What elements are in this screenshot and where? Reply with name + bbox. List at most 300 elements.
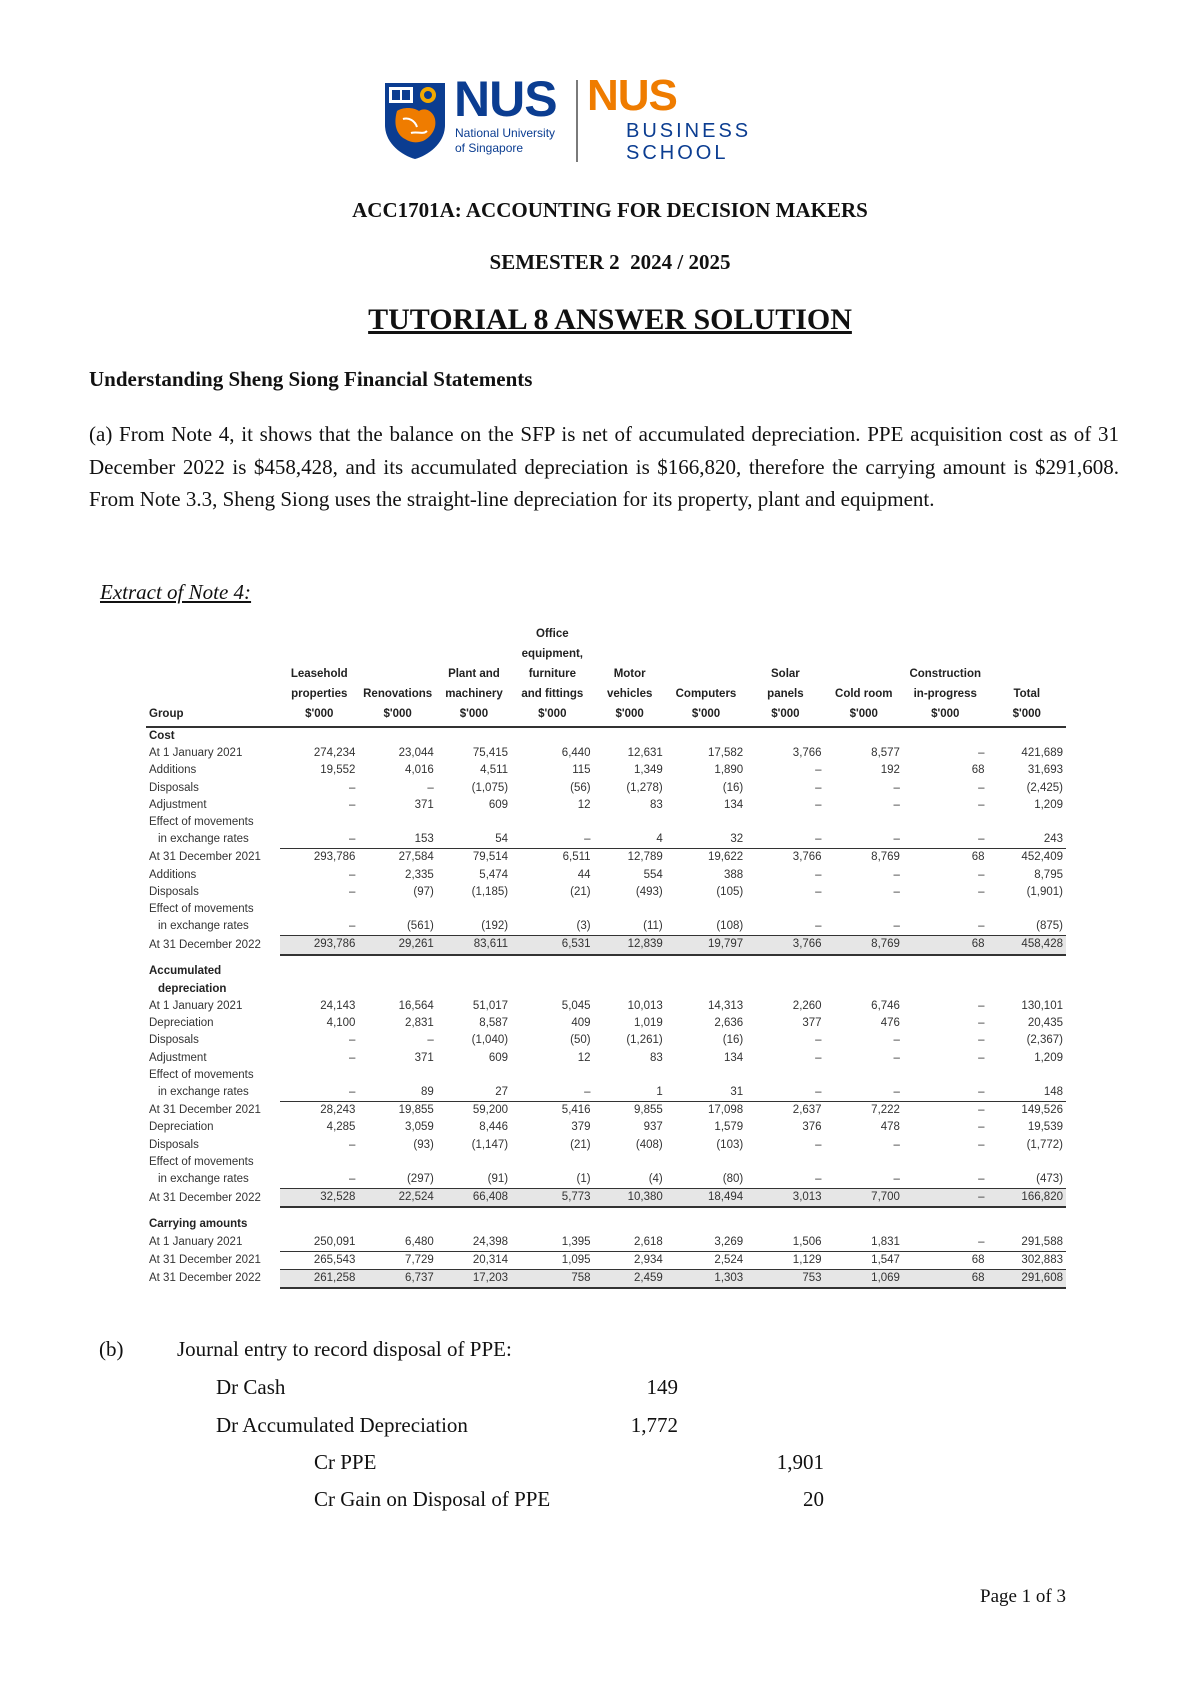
- table-row: [146, 918, 1066, 936]
- table-cell: [666, 1207, 746, 1233]
- table-cell: [825, 1154, 903, 1171]
- table-cell: (1,261): [626, 1034, 663, 1047]
- row-label: Effect of movements: [149, 1068, 254, 1081]
- table-cell: –: [815, 868, 822, 881]
- table-cell: –: [893, 1138, 900, 1151]
- table-cell: –: [280, 1171, 358, 1189]
- table-cell: 1,209: [1034, 1051, 1063, 1064]
- table-cell: 23,044: [398, 747, 434, 760]
- table-cell: [437, 1207, 511, 1233]
- table-cell: [358, 901, 436, 918]
- row-label: At 31 December 2022: [149, 1191, 261, 1204]
- table-cell: 12,789: [627, 851, 663, 864]
- table-cell: (16): [722, 781, 744, 794]
- table-cell: –: [903, 831, 988, 849]
- table-cell: [358, 955, 436, 981]
- table-cell: 7,700: [825, 1189, 903, 1208]
- table-cell: [746, 955, 824, 981]
- table-cell: –: [893, 798, 900, 811]
- table-cell: –: [978, 747, 985, 760]
- table-cell: 8,769: [871, 851, 900, 864]
- table-cell: 12,839: [594, 936, 666, 955]
- table-cell: 18,494: [666, 1189, 746, 1208]
- table-cell: 476: [880, 1017, 900, 1030]
- table-cell: 68: [903, 936, 988, 955]
- table-cell: 293,786: [313, 851, 356, 864]
- table-row: [146, 1102, 1066, 1120]
- table-cell: [988, 727, 1066, 745]
- table-cell: 371: [414, 798, 434, 811]
- journal-account: Dr Cash: [216, 1375, 286, 1399]
- column-header-line: panels: [767, 688, 804, 700]
- journal-credit: 1,901: [776, 1450, 824, 1474]
- table-cell: [280, 901, 358, 918]
- table-row: [146, 884, 1066, 901]
- table-cell: –: [349, 798, 356, 811]
- table-cell: 79,514: [472, 851, 509, 864]
- table-cell: [825, 1067, 903, 1084]
- table-cell: [437, 955, 511, 981]
- table-cell: [988, 981, 1066, 998]
- table-cell: 68: [971, 764, 985, 777]
- part-b-label: (b): [99, 1337, 124, 1361]
- row-label: Cost: [149, 730, 175, 742]
- table-cell: [594, 901, 666, 918]
- table-cell: 10,380: [594, 1189, 666, 1208]
- row-label: At 31 December 2021: [149, 851, 261, 864]
- table-cell: (2,425): [1026, 781, 1063, 794]
- table-cell: 1,349: [633, 764, 663, 777]
- table-cell: –: [815, 1034, 822, 1047]
- table-cell: [594, 814, 666, 831]
- table-cell: 8,769: [825, 936, 903, 955]
- table-cell: [280, 727, 358, 745]
- table-cell: –: [825, 918, 903, 936]
- table-cell: –: [978, 1000, 985, 1013]
- table-cell: 6,737: [358, 1270, 436, 1289]
- table-cell: 1,579: [714, 1121, 744, 1134]
- column-header: [358, 624, 436, 727]
- table-cell: 66,408: [437, 1189, 511, 1208]
- column-header-line: Total: [1013, 688, 1041, 700]
- table-cell: 8,446: [479, 1121, 509, 1134]
- table-cell: 1,547: [825, 1251, 903, 1269]
- column-header-line: vehicles: [606, 688, 653, 700]
- table-cell: [280, 814, 358, 831]
- table-cell: 166,820: [988, 1189, 1066, 1208]
- row-label: Adjustment: [149, 1051, 207, 1064]
- row-label: Additions: [149, 868, 197, 881]
- row-label: Disposals: [149, 1034, 199, 1047]
- table-cell: –: [511, 831, 594, 849]
- table-cell: 261,258: [280, 1270, 358, 1289]
- table-cell: 27,584: [398, 851, 434, 864]
- table-row: [146, 1067, 1066, 1084]
- journal-account: Cr Gain on Disposal of PPE: [314, 1487, 551, 1511]
- table-cell: 134: [724, 798, 744, 811]
- table-cell: 293,786: [280, 936, 358, 955]
- table-cell: –: [815, 798, 822, 811]
- column-header-line: Cold room: [835, 688, 893, 700]
- table-cell: 20,314: [437, 1251, 511, 1269]
- table-cell: [903, 1067, 988, 1084]
- table-cell: 22,524: [358, 1189, 436, 1208]
- table-cell: 6,531: [511, 936, 594, 955]
- column-header-line: $'000: [771, 708, 800, 720]
- table-cell: [666, 1154, 746, 1171]
- table-cell: [825, 727, 903, 745]
- table-cell: 9,855: [633, 1104, 663, 1117]
- table-cell: –: [903, 1234, 988, 1252]
- table-cell: 3,059: [405, 1121, 434, 1134]
- table-cell: (16): [722, 1034, 744, 1047]
- table-cell: 12: [577, 1051, 591, 1064]
- table-row: [146, 1154, 1066, 1171]
- table-cell: 609: [488, 1051, 509, 1064]
- row-label: Adjustment: [149, 798, 207, 811]
- table-cell: [988, 1067, 1066, 1084]
- table-cell: (493): [635, 885, 663, 898]
- column-header-line: Solar: [771, 668, 800, 680]
- table-cell: –: [978, 1017, 985, 1030]
- table-cell: 153: [358, 831, 436, 849]
- table-cell: 130,101: [1021, 1000, 1063, 1013]
- table-cell: 7,222: [871, 1104, 900, 1117]
- table-row: [146, 1084, 1066, 1102]
- table-cell: 10,013: [627, 1000, 663, 1013]
- table-cell: –: [903, 1084, 988, 1102]
- table-cell: 7,729: [358, 1251, 436, 1269]
- table-cell: 753: [746, 1270, 824, 1289]
- table-cell: 478: [880, 1121, 900, 1134]
- table-cell: –: [893, 781, 900, 794]
- table-cell: –: [427, 1034, 434, 1047]
- table-row: [146, 1207, 1066, 1233]
- table-row: [146, 762, 1066, 779]
- row-label: Accumulated: [149, 965, 222, 978]
- nus-crest-icon: [383, 81, 447, 161]
- table-row: [146, 867, 1066, 884]
- column-header-line: Construction: [909, 668, 982, 680]
- table-cell: [666, 955, 746, 981]
- table-cell: [988, 955, 1066, 981]
- table-cell: [437, 727, 511, 745]
- table-cell: [666, 814, 746, 831]
- table-row: [146, 955, 1066, 981]
- section-heading: Understanding Sheng Siong Financial Statements: [89, 367, 533, 391]
- table-row: [146, 901, 1066, 918]
- table-cell: [511, 727, 594, 745]
- table-cell: 19,622: [708, 851, 744, 864]
- table-cell: 20,435: [1027, 1017, 1063, 1030]
- column-header: [988, 624, 1066, 727]
- column-header-line: $'000: [305, 708, 334, 720]
- table-cell: (56): [570, 781, 591, 794]
- table-cell: –: [349, 1051, 356, 1064]
- table-cell: (1,185): [471, 885, 509, 898]
- table-row: [146, 1251, 1066, 1269]
- column-header-line: equipment,: [521, 648, 583, 660]
- table-cell: –: [815, 764, 822, 777]
- column-header-line: Office: [536, 628, 569, 640]
- table-cell: –: [893, 868, 900, 881]
- extract-label: Extract of Note 4:: [100, 580, 252, 604]
- table-cell: (91): [437, 1171, 511, 1189]
- table-cell: [988, 901, 1066, 918]
- row-label: Effect of movements: [149, 1155, 254, 1168]
- table-cell: 1,069: [825, 1270, 903, 1289]
- table-cell: 27: [437, 1084, 511, 1102]
- table-cell: 388: [724, 868, 744, 881]
- table-cell: [825, 901, 903, 918]
- table-cell: 2,459: [594, 1270, 666, 1289]
- table-cell: 28,243: [320, 1104, 356, 1117]
- table-cell: (192): [437, 918, 511, 936]
- column-header-line: $'000: [691, 708, 721, 720]
- page-number: Page 1 of 3: [980, 1586, 1067, 1607]
- table-cell: [903, 1154, 988, 1171]
- table-cell: [903, 955, 988, 981]
- table-cell: (297): [358, 1171, 436, 1189]
- table-cell: [746, 981, 824, 998]
- table-cell: –: [903, 1189, 988, 1208]
- column-header: [746, 624, 824, 727]
- table-cell: 1: [594, 1084, 666, 1102]
- table-cell: [437, 981, 511, 998]
- table-row: [146, 1189, 1066, 1208]
- row-label: At 1 January 2021: [149, 1000, 243, 1013]
- table-cell: 1,129: [746, 1251, 824, 1269]
- table-cell: (21): [570, 885, 591, 898]
- table-cell: 115: [572, 764, 591, 777]
- table-cell: 1,303: [666, 1270, 746, 1289]
- table-cell: 2,260: [792, 1000, 822, 1013]
- table-cell: 134: [724, 1051, 744, 1064]
- table-cell: 4: [594, 831, 666, 849]
- table-cell: 6,480: [358, 1234, 436, 1252]
- table-cell: 19,552: [320, 764, 356, 777]
- table-cell: 6,511: [562, 851, 591, 864]
- table-cell: 409: [571, 1017, 591, 1030]
- table-cell: –: [349, 868, 356, 881]
- table-cell: (561): [358, 918, 436, 936]
- table-cell: (1,772): [1026, 1138, 1063, 1151]
- table-cell: [280, 1067, 358, 1084]
- table-cell: [594, 1207, 666, 1233]
- table-cell: 609: [488, 798, 509, 811]
- university-name-line-2: of Singapore: [455, 141, 524, 155]
- table-cell: 83: [649, 1051, 663, 1064]
- table-cell: (4): [594, 1171, 666, 1189]
- table-cell: [825, 1207, 903, 1233]
- table-cell: 6,440: [561, 747, 591, 760]
- table-cell: –: [280, 831, 358, 849]
- table-cell: 5,416: [561, 1104, 591, 1117]
- table-cell: [358, 1067, 436, 1084]
- row-label: At 31 December 2021: [149, 1253, 261, 1266]
- table-cell: [358, 1207, 436, 1233]
- table-cell: 32,528: [280, 1189, 358, 1208]
- column-header-line: $'000: [615, 708, 644, 720]
- table-cell: 3,013: [746, 1189, 824, 1208]
- table-cell: 371: [414, 1051, 434, 1064]
- journal-account: Cr PPE: [314, 1450, 377, 1474]
- column-header: [903, 624, 988, 727]
- column-header-line: $'000: [849, 708, 878, 720]
- table-row: [146, 745, 1066, 762]
- table-cell: [594, 727, 666, 745]
- table-cell: 83: [649, 798, 663, 811]
- table-header-row: [146, 624, 1066, 727]
- table-cell: 3,766: [792, 851, 822, 864]
- table-cell: 1,890: [714, 764, 744, 777]
- journal-account: Dr Accumulated Depreciation: [216, 1413, 468, 1437]
- table-cell: 452,409: [1021, 851, 1063, 864]
- table-cell: [280, 1154, 358, 1171]
- table-row: [146, 849, 1066, 867]
- table-cell: 302,883: [988, 1251, 1066, 1269]
- table-cell: –: [978, 1034, 985, 1047]
- table-cell: 19,539: [1027, 1121, 1063, 1134]
- table-cell: 5,045: [561, 1000, 591, 1013]
- table-cell: 274,234: [313, 747, 356, 760]
- table-cell: –: [280, 918, 358, 936]
- table-cell: [437, 1154, 511, 1171]
- table-cell: 19,855: [398, 1104, 434, 1117]
- table-cell: 243: [988, 831, 1066, 849]
- table-cell: –: [746, 1084, 824, 1102]
- table-cell: [666, 981, 746, 998]
- table-cell: –: [349, 781, 356, 794]
- table-cell: [511, 1207, 594, 1233]
- table-cell: 1,506: [746, 1234, 824, 1252]
- table-cell: [746, 1207, 824, 1233]
- table-cell: 24,398: [437, 1234, 511, 1252]
- table-cell: [511, 955, 594, 981]
- column-header-line: $'000: [538, 708, 567, 720]
- table-cell: (21): [570, 1138, 591, 1151]
- table-cell: [666, 727, 746, 745]
- table-cell: (1,040): [471, 1034, 509, 1047]
- row-label: Disposals: [149, 885, 199, 898]
- table-cell: 250,091: [280, 1234, 358, 1252]
- table-cell: [746, 1067, 824, 1084]
- table-cell: –: [427, 781, 434, 794]
- table-cell: (408): [635, 1138, 663, 1151]
- column-header: [280, 624, 358, 727]
- table-cell: 83,611: [437, 936, 511, 955]
- table-row: [146, 936, 1066, 955]
- nus-business-school-logo: [383, 71, 752, 166]
- table-cell: 4,100: [326, 1017, 356, 1030]
- table-cell: 2,636: [714, 1017, 744, 1030]
- table-cell: [746, 1154, 824, 1171]
- row-label: Disposals: [149, 1138, 199, 1151]
- table-cell: [280, 981, 358, 998]
- row-label: Disposals: [149, 781, 199, 794]
- table-cell: [358, 1154, 436, 1171]
- table-cell: 1,019: [633, 1017, 663, 1030]
- table-cell: (1,075): [471, 781, 509, 794]
- table-cell: 12: [577, 798, 591, 811]
- table-cell: [988, 1154, 1066, 1171]
- row-label: At 1 January 2021: [149, 1235, 243, 1248]
- row-label: in exchange rates: [158, 1173, 249, 1186]
- course-title: ACC1701A: ACCOUNTING FOR DECISION MAKERS: [352, 198, 868, 222]
- journal-debit: 1,772: [630, 1413, 678, 1437]
- column-header-line: $'000: [931, 708, 960, 720]
- table-cell: [666, 901, 746, 918]
- table-cell: 291,608: [988, 1270, 1066, 1289]
- table-cell: [903, 981, 988, 998]
- table-cell: (1,901): [1026, 885, 1063, 898]
- table-cell: –: [815, 885, 822, 898]
- table-cell: [280, 955, 358, 981]
- table-cell: 89: [358, 1084, 436, 1102]
- table-cell: (1,278): [626, 781, 663, 794]
- table-row: [146, 797, 1066, 814]
- table-cell: [594, 981, 666, 998]
- table-cell: [511, 981, 594, 998]
- table-cell: –: [825, 1084, 903, 1102]
- table-cell: 2,831: [405, 1017, 434, 1030]
- column-header-line: $'000: [459, 708, 489, 720]
- table-cell: 68: [903, 1270, 988, 1289]
- table-row: [146, 780, 1066, 797]
- table-cell: [903, 727, 988, 745]
- table-cell: 4,285: [326, 1121, 356, 1134]
- table-cell: –: [825, 1171, 903, 1189]
- table-cell: 1,831: [825, 1234, 903, 1252]
- journal-credit: 20: [803, 1487, 824, 1511]
- table-cell: [437, 901, 511, 918]
- table-cell: 8,795: [1034, 868, 1063, 881]
- table-cell: 2,524: [666, 1251, 746, 1269]
- column-header: [594, 624, 666, 727]
- table-cell: [280, 1207, 358, 1233]
- column-header-line: Computers: [675, 688, 737, 700]
- column-header: [825, 624, 903, 727]
- table-cell: 148: [988, 1084, 1066, 1102]
- table-cell: 758: [511, 1270, 594, 1289]
- part-b-intro: Journal entry to record disposal of PPE:: [177, 1337, 512, 1361]
- table-cell: –: [349, 1034, 356, 1047]
- business-school-wordmark: NUS: [587, 71, 677, 120]
- table-cell: –: [903, 918, 988, 936]
- table-row: [146, 1137, 1066, 1154]
- group-header: Group: [146, 624, 280, 727]
- table-cell: (108): [666, 918, 746, 936]
- table-row: [146, 814, 1066, 831]
- column-header-line: Plant and: [448, 668, 500, 680]
- table-cell: 377: [802, 1017, 822, 1030]
- column-header-line: machinery: [445, 688, 503, 700]
- table-cell: 2,335: [405, 868, 434, 881]
- table-cell: (875): [988, 918, 1066, 936]
- row-label: depreciation: [158, 982, 227, 995]
- table-cell: 8,587: [479, 1017, 509, 1030]
- table-row: [146, 1234, 1066, 1252]
- table-row: [146, 1171, 1066, 1189]
- table-cell: –: [825, 831, 903, 849]
- table-cell: –: [893, 885, 900, 898]
- table-cell: (2,367): [1026, 1034, 1063, 1047]
- table-cell: [825, 814, 903, 831]
- table-cell: 4,016: [405, 764, 434, 777]
- row-label: in exchange rates: [158, 1086, 249, 1099]
- table-row: [146, 981, 1066, 998]
- row-label: in exchange rates: [158, 833, 249, 846]
